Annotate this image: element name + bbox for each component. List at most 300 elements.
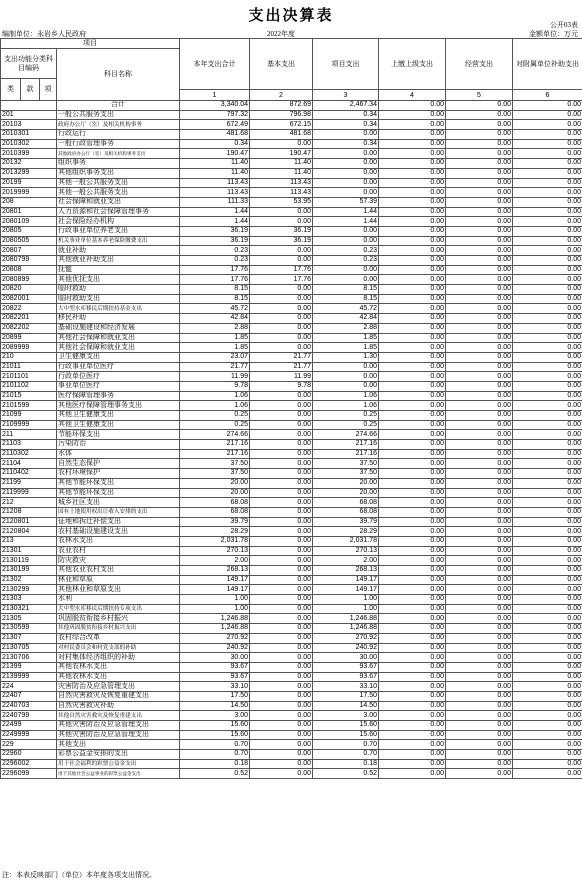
table-row (1, 362, 582, 372)
amount-c4: 0.00 (379, 362, 446, 372)
amount-c5: 0.00 (446, 120, 513, 130)
amount-c5: 0.00 (446, 275, 513, 285)
amount-c5: 0.00 (446, 769, 513, 779)
amount-c1: 36.19 (180, 236, 250, 246)
amount-c1: 1.00 (180, 595, 250, 605)
amount-c3: 2.00 (313, 556, 379, 566)
subject-name: 其他卫生健康支出 (57, 411, 180, 421)
amount-c1: 1.00 (180, 604, 250, 614)
subject-name: 其他自然灾害救灾及恢复重建支出 (57, 711, 180, 721)
amount-c4: 0.00 (379, 226, 446, 236)
amount-c5: 0.00 (446, 401, 513, 411)
amount-c2: 0.00 (250, 672, 313, 682)
header-total: 本年支出合计 (180, 39, 250, 90)
table-row (1, 614, 582, 624)
header-subsidy: 对附属单位补助支出 (513, 39, 582, 90)
subject-name: 其他社会保障和就业支出 (57, 343, 180, 353)
table-row (1, 265, 582, 275)
amount-c1: 9.78 (180, 381, 250, 391)
amount-c4: 0.00 (379, 372, 446, 382)
subject-name: 其他社会保障和就业支出 (57, 333, 180, 343)
subject-code: 2013299 (1, 168, 57, 178)
amount-c4: 0.00 (379, 459, 446, 469)
table-row (1, 730, 582, 740)
amount-c2: 0.00 (250, 246, 313, 256)
table-row (1, 420, 582, 430)
amount-c4: 0.00 (379, 139, 446, 149)
amount-c3: 20.00 (313, 488, 379, 498)
amount-c5: 0.00 (446, 691, 513, 701)
subject-code: 21307 (1, 633, 57, 643)
amount-c1: 240.92 (180, 643, 250, 653)
amount-c1: 0.23 (180, 246, 250, 256)
subject-code: 212 (1, 498, 57, 508)
amount-c4: 0.00 (379, 294, 446, 304)
amount-c5: 0.00 (446, 711, 513, 721)
table-row (1, 314, 582, 324)
subject-code: 2010301 (1, 130, 57, 140)
amount-c2: 0.00 (250, 440, 313, 450)
amount-c1: 93.67 (180, 672, 250, 682)
table-row (1, 159, 582, 169)
amount-c3: 1.30 (313, 352, 379, 362)
subject-code: 2120801 (1, 517, 57, 527)
amount-c5: 0.00 (446, 440, 513, 450)
amount-c1: 33.10 (180, 682, 250, 692)
amount-c2: 672.15 (250, 120, 313, 130)
amount-c4: 0.00 (379, 411, 446, 421)
amount-c5: 0.00 (446, 750, 513, 760)
subject-name: 其他支出 (57, 740, 180, 750)
subject-name: 用于社会福利的彩票公益金支出 (57, 759, 180, 769)
amount-c3: 1.00 (313, 595, 379, 605)
amount-c2: 0.00 (250, 624, 313, 634)
amount-c6: 0.00 (513, 285, 582, 295)
amount-c3: 0.34 (313, 139, 379, 149)
amount-c2: 0.00 (250, 536, 313, 546)
table-row (1, 585, 582, 595)
subject-code: 2089999 (1, 343, 57, 353)
amount-c5: 0.00 (446, 575, 513, 585)
subject-name: 其他林业和草原支出 (57, 585, 180, 595)
subject-name: 其他农林水支出 (57, 662, 180, 672)
amount-c2: 53.95 (250, 197, 313, 207)
amount-c6: 0.00 (513, 149, 582, 159)
table-row (1, 110, 582, 120)
amount-c6: 0.00 (513, 643, 582, 653)
amount-c4: 0.00 (379, 265, 446, 275)
amount-c4: 0.00 (379, 401, 446, 411)
amount-c1: 3.00 (180, 711, 250, 721)
table-row (1, 750, 582, 760)
amount-c4: 0.00 (379, 440, 446, 450)
amount-c6: 0.00 (513, 633, 582, 643)
subject-name: 社会保障和就业支出 (57, 197, 180, 207)
amount-c5: 0.00 (446, 352, 513, 362)
amount-c4: 0.00 (379, 662, 446, 672)
amount-c3: 1.00 (313, 604, 379, 614)
header-basic: 基本支出 (250, 39, 313, 90)
subject-code: 2080899 (1, 275, 57, 285)
amount-c6: 0.00 (513, 207, 582, 217)
amount-c6: 0.00 (513, 401, 582, 411)
subject-code: 2249999 (1, 730, 57, 740)
amount-c6: 0.00 (513, 759, 582, 769)
amount-c5: 0.00 (446, 323, 513, 333)
amount-c5: 0.00 (446, 246, 513, 256)
subject-name: 自然生态保护 (57, 459, 180, 469)
amount-c3: 68.08 (313, 498, 379, 508)
subject-code: 22407 (1, 691, 57, 701)
amount-c6: 0.00 (513, 120, 582, 130)
amount-c6: 0.00 (513, 440, 582, 450)
amount-c3: 0.00 (313, 381, 379, 391)
amount-c2: 113.43 (250, 188, 313, 198)
subject-name: 其他一般公共服务支出 (57, 178, 180, 188)
subject-name: 组织事务 (57, 159, 180, 169)
subject-code: 2101599 (1, 401, 57, 411)
total-row (1, 101, 582, 111)
amount-c4: 0.00 (379, 275, 446, 285)
amount-c5: 0.00 (446, 314, 513, 324)
table-row (1, 352, 582, 362)
subject-code: 2130321 (1, 604, 57, 614)
table-row (1, 381, 582, 391)
header-lei: 类 (1, 79, 21, 101)
subject-code: 21301 (1, 546, 57, 556)
amount-c2: 0.00 (250, 653, 313, 663)
subject-code: 2110302 (1, 449, 57, 459)
table-row (1, 769, 582, 779)
amount-c2: 17.76 (250, 265, 313, 275)
table-row (1, 430, 582, 440)
amount-c5: 0.00 (446, 672, 513, 682)
subject-name: 征地和拆迁补偿支出 (57, 517, 180, 527)
table-row (1, 120, 582, 130)
table-row (1, 217, 582, 227)
amount-c1: 37.50 (180, 459, 250, 469)
amount-c2: 0.00 (250, 469, 313, 479)
amount-c3: 0.00 (313, 188, 379, 198)
header-subject-name: 科目名称 (57, 49, 180, 101)
header-upper: 上缴上级支出 (379, 39, 446, 90)
amount-c6: 0.00 (513, 614, 582, 624)
amount-c3: 1.06 (313, 391, 379, 401)
amount-c3: 0.00 (313, 149, 379, 159)
subject-name: 其他节能环保支出 (57, 478, 180, 488)
amount-c4: 0.00 (379, 246, 446, 256)
subject-name: 灾害防治及应急管理支出 (57, 682, 180, 692)
subject-name: 事业单位医疗 (57, 381, 180, 391)
header-project: 项目 (1, 39, 180, 49)
amount-c5: 0.00 (446, 682, 513, 692)
amount-c1: 797.32 (180, 110, 250, 120)
amount-c5: 0.00 (446, 110, 513, 120)
subject-name: 大中型水库移民后期扶持基金支出 (57, 304, 180, 314)
amount-c6: 0.00 (513, 178, 582, 188)
amount-c3: 0.00 (313, 372, 379, 382)
subject-name: 行政事业单位医疗 (57, 362, 180, 372)
subject-name: 医疗保障管理事务 (57, 391, 180, 401)
table-row (1, 449, 582, 459)
amount-c6: 0.00 (513, 294, 582, 304)
amount-c2: 0.00 (250, 691, 313, 701)
amount-c3: 0.52 (313, 769, 379, 779)
table-row (1, 595, 582, 605)
amount-c4: 0.00 (379, 556, 446, 566)
amount-c3: 0.00 (313, 178, 379, 188)
table-row (1, 566, 582, 576)
subject-name: 巩固脱贫衔接乡村振兴 (57, 614, 180, 624)
amount-c5: 0.00 (446, 226, 513, 236)
amount-c1: 270.92 (180, 633, 250, 643)
amount-c4: 0.00 (379, 323, 446, 333)
amount-c5: 0.00 (446, 527, 513, 537)
amount-c4: 0.00 (379, 691, 446, 701)
amount-c4: 0.00 (379, 101, 446, 111)
subject-code: 2119999 (1, 488, 57, 498)
amount-c6: 0.00 (513, 362, 582, 372)
subject-code: 20801 (1, 207, 57, 217)
amount-c3: 1.85 (313, 343, 379, 353)
subject-name: 对村民委员会和村党支部的补助 (57, 643, 180, 653)
amount-c6: 0.00 (513, 488, 582, 498)
amount-c6: 0.00 (513, 595, 582, 605)
table-row (1, 711, 582, 721)
subject-code: 2080505 (1, 236, 57, 246)
subject-code: 2101101 (1, 372, 57, 382)
amount-c6: 0.00 (513, 343, 582, 353)
amount-c6: 0.00 (513, 459, 582, 469)
amount-c2: 11.40 (250, 168, 313, 178)
col-number-2: 2 (250, 90, 313, 101)
table-row (1, 168, 582, 178)
header-operating: 经营支出 (446, 39, 513, 90)
amount-c2: 0.00 (250, 614, 313, 624)
amount-c6: 0.00 (513, 256, 582, 266)
amount-c5: 0.00 (446, 566, 513, 576)
amount-c2: 0.00 (250, 682, 313, 692)
amount-c3: 0.00 (313, 265, 379, 275)
amount-c6: 0.00 (513, 662, 582, 672)
amount-c4: 0.00 (379, 120, 446, 130)
subject-code: 229 (1, 740, 57, 750)
subject-code: 2296099 (1, 769, 57, 779)
table-row (1, 478, 582, 488)
subject-code: 20899 (1, 333, 57, 343)
amount-c2: 0.00 (250, 575, 313, 585)
table-row (1, 411, 582, 421)
amount-c3: 93.67 (313, 672, 379, 682)
amount-c5: 0.00 (446, 294, 513, 304)
amount-c1: 8.15 (180, 294, 250, 304)
amount-c1: 149.17 (180, 575, 250, 585)
amount-c4: 0.00 (379, 653, 446, 663)
amount-c6: 0.00 (513, 750, 582, 760)
subject-name: 农村基础设施建设支出 (57, 527, 180, 537)
amount-c5: 0.00 (446, 614, 513, 624)
amount-c5: 0.00 (446, 730, 513, 740)
table-row (1, 498, 582, 508)
subject-name: 其他卫生健康支出 (57, 420, 180, 430)
table-row (1, 401, 582, 411)
subject-name: 社会保险经办机构 (57, 217, 180, 227)
amount-c2: 0.00 (250, 633, 313, 643)
amount-c1: 149.17 (180, 585, 250, 595)
table-row (1, 517, 582, 527)
amount-c1: 15.60 (180, 730, 250, 740)
amount-c4: 0.00 (379, 130, 446, 140)
amount-c6: 0.00 (513, 168, 582, 178)
amount-c5: 0.00 (446, 188, 513, 198)
subject-name: 节能环保支出 (57, 430, 180, 440)
subject-name: 政府办公厅（室）及相关机构事务 (57, 120, 180, 130)
table-row (1, 130, 582, 140)
fiscal-year: 2022年度 (267, 30, 295, 38)
subject-name: 水体 (57, 449, 180, 459)
amount-c4: 0.00 (379, 633, 446, 643)
amount-c2: 0.00 (250, 556, 313, 566)
amount-c5: 0.00 (446, 759, 513, 769)
amount-c2: 0.00 (250, 411, 313, 421)
amount-c3: 93.67 (313, 662, 379, 672)
subject-name: 其他农林水支出 (57, 672, 180, 682)
table-row (1, 304, 582, 314)
amount-c5: 0.00 (446, 139, 513, 149)
amount-c6: 0.00 (513, 372, 582, 382)
amount-c1: 20.00 (180, 488, 250, 498)
amount-c3: 270.13 (313, 546, 379, 556)
amount-c6: 0.00 (513, 556, 582, 566)
amount-c6: 0.00 (513, 527, 582, 537)
table-row (1, 323, 582, 333)
subject-name: 基础设施建设和经济发展 (57, 323, 180, 333)
subject-code: 2101102 (1, 381, 57, 391)
amount-c6: 0.00 (513, 391, 582, 401)
subject-name: 其他农业农村支出 (57, 566, 180, 576)
col-number-3: 3 (313, 90, 379, 101)
amount-c6: 0.00 (513, 236, 582, 246)
col-number-1: 1 (180, 90, 250, 101)
subject-code: 21399 (1, 662, 57, 672)
subject-code: 21208 (1, 507, 57, 517)
amount-c4: 0.00 (379, 110, 446, 120)
amount-c2: 0.00 (250, 449, 313, 459)
amount-c1: 8.15 (180, 285, 250, 295)
amount-c1: 30.00 (180, 653, 250, 663)
amount-c4: 0.00 (379, 207, 446, 217)
subject-code: 2082201 (1, 314, 57, 324)
subject-name: 一般行政管理事务 (57, 139, 180, 149)
subject-name: 抚恤 (57, 265, 180, 275)
amount-c6: 0.00 (513, 226, 582, 236)
amount-c5: 0.00 (446, 265, 513, 275)
amount-c6: 0.00 (513, 575, 582, 585)
amount-c3: 0.23 (313, 246, 379, 256)
amount-c3: 0.00 (313, 362, 379, 372)
table-row (1, 139, 582, 149)
subject-code: 2080109 (1, 217, 57, 227)
amount-c2: 0.00 (250, 459, 313, 469)
amount-c4: 0.00 (379, 701, 446, 711)
amount-c3: 0.34 (313, 110, 379, 120)
amount-c1: 1.44 (180, 217, 250, 227)
amount-c2: 0.00 (250, 711, 313, 721)
amount-c5: 0.00 (446, 488, 513, 498)
amount-c5: 0.00 (446, 236, 513, 246)
amount-c2: 0.00 (250, 759, 313, 769)
amount-c5: 0.00 (446, 498, 513, 508)
amount-c1: 268.13 (180, 566, 250, 576)
amount-c4: 0.00 (379, 566, 446, 576)
amount-c6: 0.00 (513, 411, 582, 421)
subject-code: 2110402 (1, 469, 57, 479)
subject-code: 21015 (1, 391, 57, 401)
amount-c1: 42.84 (180, 314, 250, 324)
amount-c5: 0.00 (446, 372, 513, 382)
amount-c1: 11.40 (180, 168, 250, 178)
amount-c5: 0.00 (446, 178, 513, 188)
amount-c3: 30.00 (313, 653, 379, 663)
amount-c1: 1.85 (180, 333, 250, 343)
subject-code: 20805 (1, 226, 57, 236)
amount-c3: 1,246.88 (313, 614, 379, 624)
subject-code: 2240799 (1, 711, 57, 721)
subject-name: 其他灾害防治及应急管理支出 (57, 730, 180, 740)
amount-c3: 37.50 (313, 459, 379, 469)
amount-c5: 0.00 (446, 256, 513, 266)
amount-c4: 0.00 (379, 314, 446, 324)
subject-code: 211 (1, 430, 57, 440)
amount-c3: 217.16 (313, 440, 379, 450)
amount-c1: 93.67 (180, 662, 250, 672)
amount-c2: 0.00 (250, 217, 313, 227)
amount-c3: 45.72 (313, 304, 379, 314)
amount-c1: 20.00 (180, 478, 250, 488)
subject-code: 22499 (1, 721, 57, 731)
amount-c1: 1,246.88 (180, 624, 250, 634)
subject-name: 机关事业单位基本养老保险缴费支出 (57, 236, 180, 246)
table-row (1, 197, 582, 207)
amount-c1: 14.50 (180, 701, 250, 711)
table-row (1, 759, 582, 769)
subject-name: 国有土地使用权出让收入安排的支出 (57, 507, 180, 517)
amount-c5: 0.00 (446, 721, 513, 731)
col-number-6: 6 (513, 90, 582, 101)
subject-name: 彩票公益金安排的支出 (57, 750, 180, 760)
amount-c2: 0.00 (250, 304, 313, 314)
subject-name: 其他巩固脱贫衔接乡村振兴支出 (57, 624, 180, 634)
amount-c5: 0.00 (446, 381, 513, 391)
table-body (1, 101, 582, 779)
subject-code: 2139999 (1, 672, 57, 682)
amount-c4: 0.00 (379, 769, 446, 779)
subject-name: 自然灾害救灾及恢复重建支出 (57, 691, 180, 701)
amount-c5: 0.00 (446, 449, 513, 459)
amount-c6: 0.00 (513, 507, 582, 517)
amount-c4: 0.00 (379, 604, 446, 614)
amount-c1: 0.23 (180, 256, 250, 266)
amount-c4: 0.00 (379, 285, 446, 295)
table-row (1, 556, 582, 566)
amount-c6: 0.00 (513, 304, 582, 314)
amount-c2: 0.00 (250, 643, 313, 653)
amount-c1: 17.50 (180, 691, 250, 701)
amount-c5: 0.00 (446, 207, 513, 217)
subject-code: 21303 (1, 595, 57, 605)
amount-c4: 0.00 (379, 478, 446, 488)
amount-c3: 0.70 (313, 740, 379, 750)
